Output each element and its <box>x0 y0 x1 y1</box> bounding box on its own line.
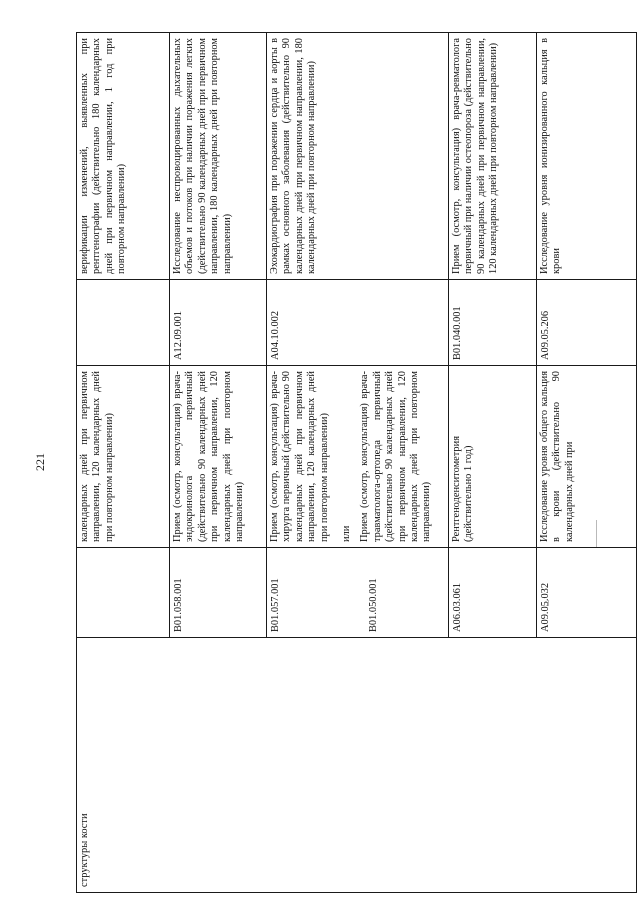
service-description: Исследование уровня общего кальция в крови (действительно 90 календарных дней при <box>537 366 637 548</box>
service-description: календарных дней при первичном направлении, 120 календарных дней при повторном направлении) <box>77 366 170 548</box>
service-code <box>77 280 170 366</box>
service-description: верификации изменений, выявленных при рентгенографии (действительно 180 календарных дней при первичном направлении, 1 год при повторном направлении) <box>77 33 170 280</box>
service-code: A12.09.001 <box>170 280 267 366</box>
service-description: Прием (осмотр, консультация) врача-эндокринолога первичный (действительно 90 календарных дней при первичном направлении, 120 календарных дней при повторном направлении) <box>170 366 267 548</box>
service-description-cell <box>267 366 449 548</box>
service-description: Рентгеноденситометрия (действительно 1 год) <box>449 366 537 548</box>
service-code-cell <box>267 548 449 638</box>
service-code: A09.05.206 <box>537 280 637 366</box>
service-description: Исследование неспровоцированных дыхательных объемов и потоков при наличии поражения легких (действительно 90 календарных дней при первичном направлении, 180 календарных дней при повторном направлении) <box>170 33 267 280</box>
service-description: Прием (осмотр, консультация) врача-хирурга первичный (действительно 90 календарных дней при первичном направлении, 120 календарных дней при повторном направлении) <box>269 371 330 542</box>
service-code: A09.05.032 <box>537 548 637 638</box>
services-table <box>76 32 637 893</box>
service-code: A04.10.002 <box>267 280 449 366</box>
service-code <box>77 548 170 638</box>
service-code: B01.040.001 <box>449 280 537 366</box>
service-code: B01.057.001 <box>270 578 281 632</box>
table-row <box>77 33 170 893</box>
service-description: Исследование уровня ионизированного кальция в крови <box>537 33 637 280</box>
or-separator: или <box>341 525 353 542</box>
service-description: Прием (осмотр, консультация) врача-травматолога-ортопеда первичный (действительно 90 календарных дней при первичном направлении, 120 календарных дней при повторном направлении) <box>359 371 433 542</box>
disease-cell: структуры кости <box>77 638 637 893</box>
service-code: B01.058.001 <box>170 548 267 638</box>
service-code: A06.03.061 <box>449 548 537 638</box>
page-number: 221 <box>33 453 47 471</box>
service-description: Прием (осмотр, консультация) врача-ревматолога первичный при наличии остеопороза (действительно 90 календарных дней при первичном направлении, 120 календарных дней при повторном направлении) <box>449 33 537 280</box>
service-code: B01.050.001 <box>368 578 380 632</box>
service-description: Эхокардиография при поражении сердца и аорты в рамках основного заболевания (действительно 90 календарных дней при первичном направлении, 180 календарных дней при повторном направлении) <box>267 33 449 280</box>
rotated-page <box>76 33 636 893</box>
